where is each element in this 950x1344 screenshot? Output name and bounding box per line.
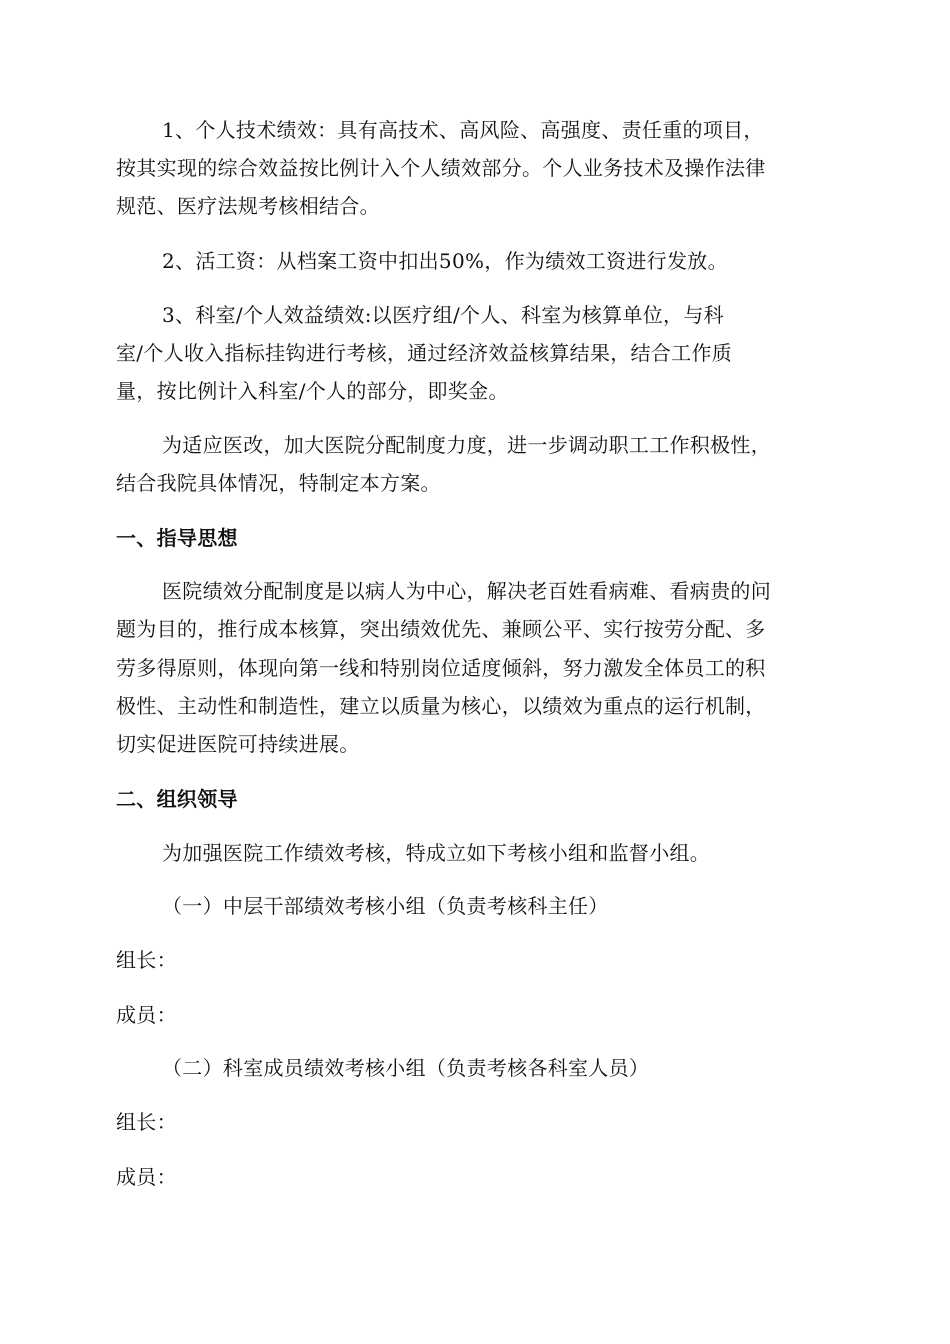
- para-3-line-3: 量，按比例计入科室/个人的部分，即奖金。: [116, 379, 509, 403]
- para-2-line-1: 2、活工资：从档案工资中扣出50%，作为绩效工资进行发放。: [162, 249, 728, 273]
- para-4-line-1: 为适应医改，加大医院分配制度力度，进一步调动职工工作积极性，: [162, 433, 771, 457]
- para-5-line-3: 劳多得原则，体现向第一线和特别岗位适度倾斜，努力激发全体员工的积: [116, 656, 766, 680]
- group-2-members-label: 成员：: [116, 1165, 177, 1189]
- para-3-line-1: 3、科室/个人效益绩效:以医疗组/个人、科室为核算单位，与科: [162, 303, 724, 327]
- group-1-leader-label: 组长：: [116, 948, 177, 972]
- group-2-leader-label: 组长：: [116, 1110, 177, 1134]
- para-6-line-1: 为加强医院工作绩效考核，特成立如下考核小组和监督小组。: [162, 841, 711, 865]
- para-4-line-2: 结合我院具体情况，特制定本方案。: [116, 471, 441, 495]
- para-1-line-1: 1、个人技术绩效：具有高技术、高风险、高强度、责任重的项目，: [162, 118, 764, 142]
- para-1-line-3: 规范、医疗法规考核相结合。: [116, 194, 380, 218]
- section-heading-guiding-thought: 一、指导思想: [116, 526, 238, 550]
- group-1-members-label: 成员：: [116, 1003, 177, 1027]
- group-2-title: （二）科室成员绩效考核小组（负责考核各科室人员）: [162, 1056, 650, 1080]
- para-5-line-2: 题为目的，推行成本核算，突出绩效优先、兼顾公平、实行按劳分配、多: [116, 617, 766, 641]
- para-5-line-1: 医院绩效分配制度是以病人为中心，解决老百姓看病难、看病贵的问: [162, 579, 771, 603]
- section-heading-organization: 二、组织领导: [116, 787, 238, 811]
- group-1-title: （一）中层干部绩效考核小组（负责考核科主任）: [162, 894, 609, 918]
- para-1-line-2: 按其实现的综合效益按比例计入个人绩效部分。个人业务技术及操作法律: [116, 156, 766, 180]
- para-3-line-2: 室/个人收入指标挂钩进行考核，通过经济效益核算结果，结合工作质: [116, 341, 733, 365]
- para-5-line-4: 极性、主动性和制造性，建立以质量为核心，以绩效为重点的运行机制，: [116, 694, 766, 718]
- para-5-line-5: 切实促进医院可持续进展。: [116, 732, 360, 756]
